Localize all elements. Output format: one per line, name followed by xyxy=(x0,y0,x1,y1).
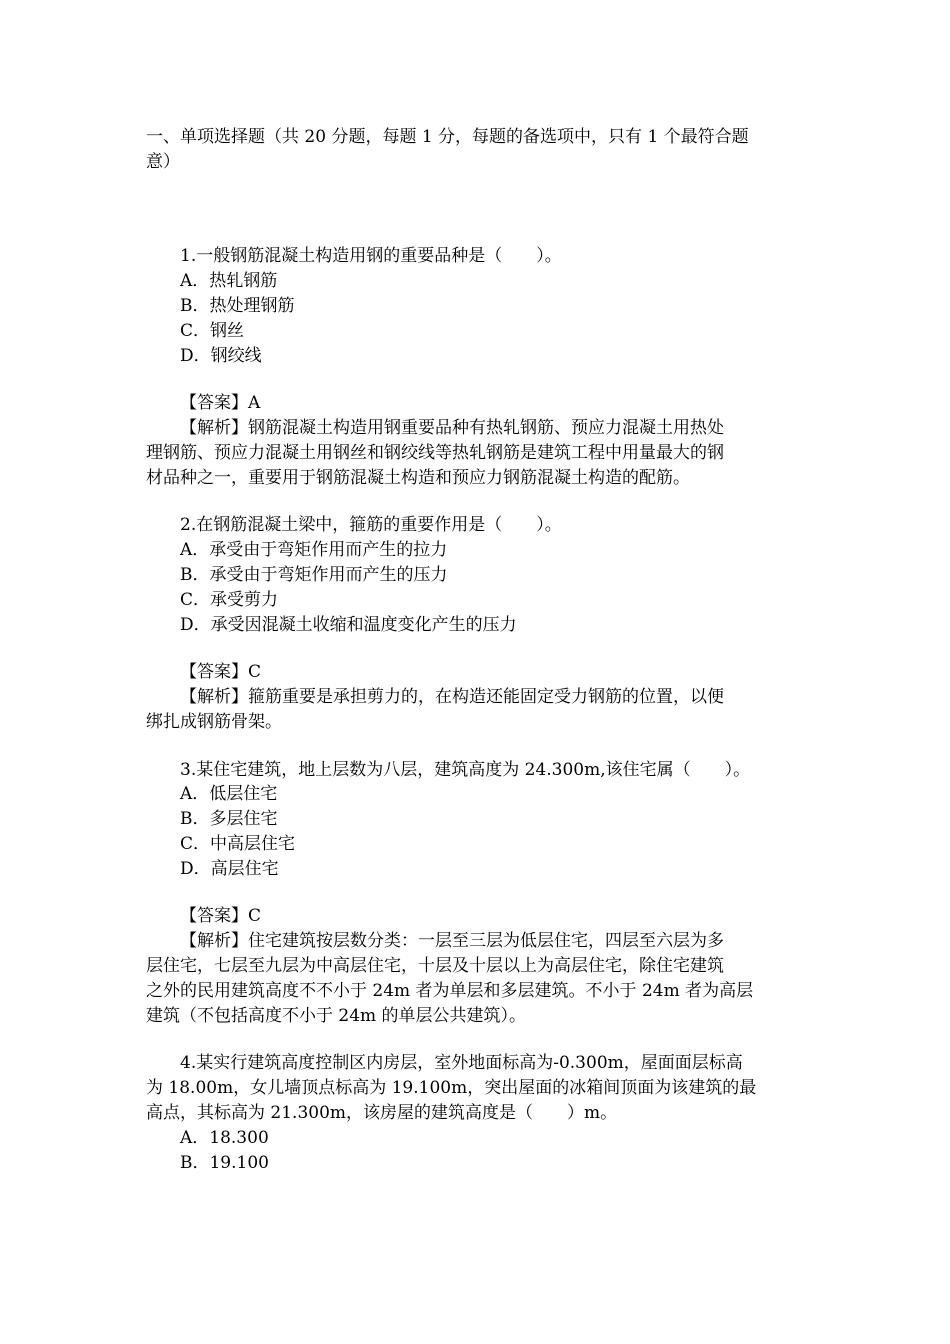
question-1-analysis-line-3: 材品种之一，重要用于钢筋混凝土构造和预应力钢筋混凝土构造的配筋。 xyxy=(146,468,690,488)
question-4-stem-line-1: 4.某实行建筑高度控制区内房层，室外地面标高为-0.300m，屋面面层标高 xyxy=(180,1053,743,1073)
question-1-option-b: B．热处理钢筋 xyxy=(180,296,295,316)
question-4-stem-line-3: 高点，其标高为 21.300m，该房屋的建筑高度是（ ）m。 xyxy=(146,1103,618,1123)
question-1-option-c: C．钢丝 xyxy=(180,321,245,341)
question-1-analysis-line-2: 理钢筋、预应力混凝土用钢丝和钢绞线等热轧钢筋是建筑工程中用量最大的钢 xyxy=(146,443,724,463)
question-2-option-b: B．承受由于弯矩作用而产生的压力 xyxy=(180,565,448,585)
question-3-analysis-line-4: 建筑（不包括高度不小于 24m 的单层公共建筑）。 xyxy=(146,1006,527,1026)
question-1-option-d: D．钢绞线 xyxy=(180,346,262,366)
question-2-stem: 2.在钢筋混凝土梁中，箍筋的重要作用是（ ）。 xyxy=(180,515,562,535)
question-3-analysis-line-3: 之外的民用建筑高度不不小于 24m 者为单层和多层建筑。不小于 24m 者为高层 xyxy=(146,981,754,1001)
question-2-analysis-line-2: 绑扎成钢筋骨架。 xyxy=(146,712,282,732)
question-4-stem-line-2: 为 18.00m，女儿墙顶点标高为 19.100m，突出屋面的冰箱间顶面为该建筑的最 xyxy=(146,1078,757,1098)
question-3-option-d: D．高层住宅 xyxy=(180,859,279,879)
question-1-answer: 【答案】A xyxy=(180,393,261,413)
question-4-option-a: A．18.300 xyxy=(180,1128,269,1148)
question-1-option-a: A．热轧钢筋 xyxy=(180,271,278,291)
question-1-analysis-line-1: 【解析】钢筋混凝土构造用钢重要品种有热轧钢筋、预应力混凝土用热处 xyxy=(180,418,724,438)
question-3-answer: 【答案】C xyxy=(180,906,262,926)
question-3-option-c: C．中高层住宅 xyxy=(180,834,296,854)
question-2-option-d: D．承受因混凝土收缩和温度变化产生的压力 xyxy=(180,615,517,635)
section-heading-line-1: 一、单项选择题（共 20 分题，每题 1 分，每题的备选项中，只有 1 个最符合题 xyxy=(146,127,749,147)
question-3-stem: 3.某住宅建筑，地上层数为八层，建筑高度为 24.300m,该住宅属（ ）。 xyxy=(180,760,751,780)
question-1-stem: 1.一般钢筋混凝土构造用钢的重要品种是（ ）。 xyxy=(180,246,562,266)
question-2-option-a: A．承受由于弯矩作用而产生的拉力 xyxy=(180,540,448,560)
question-4-option-b: B．19.100 xyxy=(180,1153,269,1173)
question-2-analysis-line-1: 【解析】箍筋重要是承担剪力的，在构造还能固定受力钢筋的位置，以便 xyxy=(180,687,724,707)
question-2-answer: 【答案】C xyxy=(180,662,262,682)
question-2-option-c: C．承受剪力 xyxy=(180,590,279,610)
section-heading-line-2: 意） xyxy=(146,152,180,172)
question-3-analysis-line-1: 【解析】住宅建筑按层数分类：一层至三层为低层住宅，四层至六层为多 xyxy=(180,931,724,951)
question-3-analysis-line-2: 层住宅，七层至九层为中高层住宅，十层及十层以上为高层住宅，除住宅建筑 xyxy=(146,956,724,976)
question-3-option-a: A．低层住宅 xyxy=(180,784,278,804)
question-3-option-b: B．多层住宅 xyxy=(180,809,278,829)
